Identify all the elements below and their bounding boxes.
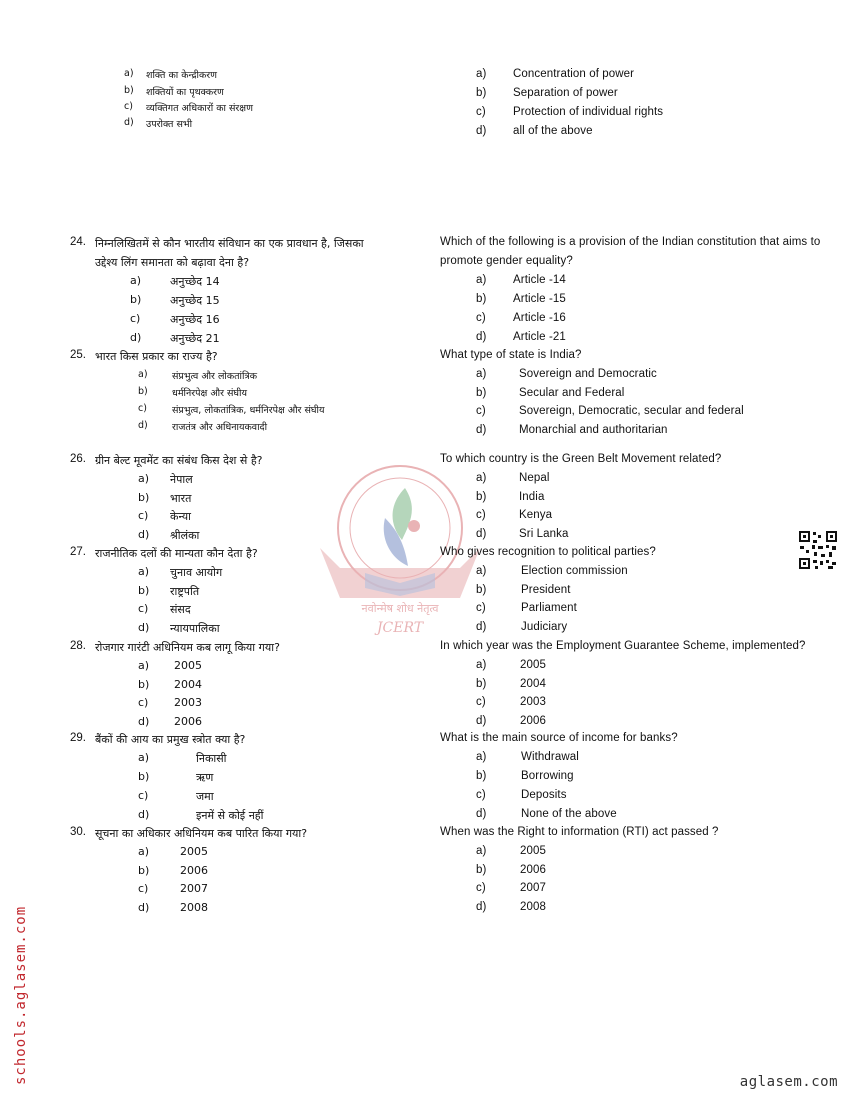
question-text-hindi: सूचना का अधिकार अधिनियम कब पारित किया गया?	[95, 827, 308, 840]
option-text-english: India	[519, 490, 545, 503]
question-text-hindi: भारत किस प्रकार का राज्य है?	[95, 350, 218, 363]
option-text-hindi: 2006	[180, 863, 208, 877]
option-label: a)	[138, 369, 148, 380]
option-label: d)	[138, 620, 150, 634]
option-text-english: 2004	[520, 677, 546, 690]
option-label: c)	[138, 509, 149, 522]
option-text-hindi: धर्मनिरपेक्ष और संघीय	[172, 388, 248, 399]
watermark-head	[408, 520, 420, 532]
question-text-english: In which year was the Employment Guarantee Scheme, implemented?	[440, 640, 806, 652]
option-label: a)	[130, 274, 142, 287]
question-text-english: Which of the following is a provision of the Indian constitution that aims to	[440, 236, 821, 248]
option-text-hindi: भारत	[170, 491, 192, 505]
option-text-hindi: न्यायपालिका	[170, 621, 220, 635]
option-label: d)	[476, 331, 487, 343]
option-label: b)	[130, 293, 142, 306]
question-text-hindi-line2: उद्देश्य लिंग समानता को बढ़ावा देना है?	[95, 256, 250, 269]
option-label: c)	[476, 696, 486, 708]
option-text-hindi: राजतंत्र और अधिनायकवादी	[172, 422, 268, 433]
option-text-hindi: चुनाव आयोग	[170, 566, 223, 579]
question-number: 24.	[70, 236, 86, 248]
option-text-english: Borrowing	[521, 770, 574, 782]
option-text-english: 2006	[520, 714, 546, 727]
question-number: 28.	[70, 640, 86, 652]
option-text-hindi: 2005	[180, 845, 208, 858]
option-text-hindi: संप्रभुत्व, लोकतांत्रिक, धर्मनिरपेक्ष और संघीय	[172, 405, 325, 416]
option-text: व्यक्तिगत अधिकारों का संरक्षण	[146, 103, 253, 114]
question-number: 25.	[70, 349, 86, 361]
option-text-english: 2005	[520, 659, 546, 671]
option-label: d)	[476, 714, 487, 727]
option-text-english: 2007	[520, 882, 546, 894]
option-label: a)	[476, 368, 487, 380]
option-text-english: Monarchial and authoritarian	[519, 423, 668, 436]
option-text-english: President	[521, 583, 571, 596]
option-label: b)	[476, 770, 487, 782]
question-number: 30.	[70, 826, 86, 838]
option-text-hindi: ऋण	[196, 771, 214, 784]
question-text-english-line2: promote gender equality?	[440, 255, 573, 267]
question-text-english: When was the Right to information (RTI) act passed ?	[440, 826, 719, 838]
option-text-english: Nepal	[519, 472, 550, 484]
option-label: b)	[138, 583, 150, 597]
option-label: a)	[476, 751, 487, 763]
option-label: d)	[138, 808, 150, 821]
option-text-english: 2006	[520, 863, 546, 876]
question-text-english: Who gives recognition to political parties?	[440, 546, 656, 558]
option-label: d)	[138, 527, 150, 541]
option-label: a)	[138, 472, 150, 485]
option-label: a)	[138, 845, 150, 858]
option-text-english: Article -16	[513, 312, 566, 324]
option-label: c)	[476, 509, 486, 521]
option-label: a)	[124, 68, 134, 79]
option-label: b)	[138, 490, 150, 504]
option-label: d)	[124, 117, 134, 128]
option-text: शक्ति का केन्द्रीकरण	[146, 70, 218, 81]
option-label: b)	[476, 863, 487, 876]
option-text-hindi: श्रीलंका	[170, 528, 200, 542]
option-text: all of the above	[513, 125, 593, 137]
option-label: c)	[476, 106, 486, 118]
option-label: a)	[138, 565, 150, 578]
option-label: c)	[138, 696, 149, 709]
option-label: a)	[476, 68, 487, 80]
option-text-english: None of the above	[521, 808, 617, 820]
question-number: 26.	[70, 453, 86, 465]
option-text-hindi: अनुच्छेद 16	[170, 313, 220, 326]
footer-site: aglasem.com	[739, 1074, 838, 1090]
option-label: b)	[476, 293, 487, 305]
option-label: c)	[124, 101, 133, 112]
option-text-english: 2005	[520, 845, 546, 857]
option-label: a)	[476, 845, 487, 857]
option-text-hindi: अनुच्छेद 15	[170, 294, 220, 307]
option-label: d)	[476, 620, 487, 633]
option-text-hindi: राष्ट्रपति	[170, 584, 200, 598]
option-label: d)	[130, 331, 142, 344]
question-number: 27.	[70, 546, 86, 558]
option-text-hindi: निकासी	[196, 752, 227, 765]
option-text-english: 2008	[520, 900, 546, 913]
option-text-hindi: जमा	[196, 790, 214, 803]
option-text-english: 2003	[520, 696, 546, 708]
option-label: d)	[476, 125, 487, 137]
option-text-hindi: 2005	[174, 659, 202, 672]
option-text-english: Judiciary	[521, 620, 568, 633]
option-text-english: Parliament	[521, 602, 577, 614]
option-label: c)	[476, 882, 486, 894]
question-text-english: What type of state is India?	[440, 349, 582, 361]
option-label: d)	[138, 714, 150, 728]
option-label: b)	[138, 863, 150, 877]
option-text-english: Secular and Federal	[519, 386, 625, 399]
option-text: शक्तियों का पृथक्करण	[146, 87, 224, 98]
option-label: d)	[476, 900, 487, 913]
option-label: c)	[138, 403, 147, 414]
option-label: b)	[138, 386, 148, 397]
option-label: b)	[476, 386, 487, 399]
option-text-english: Article -14	[513, 274, 566, 286]
option-label: a)	[476, 659, 487, 671]
question-text-hindi: रोजगार गारंटी अधिनियम कब लागू किया गया?	[95, 641, 280, 654]
option-text-hindi: 2003	[174, 696, 202, 709]
option-text-hindi: 2008	[180, 900, 208, 914]
option-label: a)	[138, 659, 150, 672]
option-label: a)	[138, 751, 150, 764]
option-label: d)	[476, 423, 487, 436]
question-number: 29.	[70, 732, 86, 744]
question-text-english: To which country is the Green Belt Movement related?	[440, 453, 722, 465]
option-label: c)	[138, 882, 149, 895]
option-label: b)	[476, 677, 487, 690]
option-label: b)	[476, 490, 487, 503]
option-text-english: Article -21	[513, 331, 566, 343]
option-text: Concentration of power	[513, 68, 635, 80]
question-text-hindi: ग्रीन बेल्ट मूवमेंट का संबंध किस देश से है?	[95, 454, 263, 467]
option-text-hindi: संप्रभुत्व और लोकतांत्रिक	[172, 371, 258, 382]
watermark-name: JCERT	[376, 620, 424, 636]
option-text-hindi: 2007	[180, 882, 208, 895]
option-label: d)	[138, 420, 148, 431]
option-label: c)	[476, 602, 486, 614]
option-text: Separation of power	[513, 87, 618, 99]
question-text-hindi: निम्नलिखितमें से कौन भारतीय संविधान का एक प्रावधान है, जिसका	[95, 237, 364, 250]
option-text-english: Article -15	[513, 293, 566, 305]
option-label: c)	[476, 405, 486, 417]
option-text-english: Kenya	[519, 509, 553, 521]
option-text-english: Election commission	[521, 565, 628, 577]
option-text-hindi: अनुच्छेद 14	[170, 275, 220, 288]
option-label: a)	[476, 274, 487, 286]
option-label: c)	[138, 602, 149, 615]
option-label: d)	[476, 527, 487, 540]
watermark-motto: नवोन्मेष शोध नेतृत्व	[361, 602, 439, 615]
option-label: c)	[130, 312, 141, 325]
question-text-hindi: राजनीतिक दलों की मान्यता कौन देता है?	[95, 547, 258, 560]
qr-code-icon	[798, 530, 838, 570]
question-text-hindi: बैंकों की आय का प्रमुख स्त्रोत क्या है?	[95, 733, 246, 746]
option-text-english: Withdrawal	[521, 751, 579, 763]
option-label: d)	[476, 808, 487, 820]
option-text-hindi: संसद	[170, 603, 191, 616]
option-label: a)	[476, 565, 487, 577]
option-text-hindi: 2004	[174, 677, 202, 691]
option-label: a)	[476, 472, 487, 484]
option-text-hindi: नेपाल	[170, 473, 193, 486]
option-label: b)	[476, 583, 487, 596]
option-label: c)	[476, 312, 486, 324]
option-text-hindi: अनुच्छेद 21	[170, 332, 220, 345]
option-label: b)	[476, 87, 487, 99]
option-text-english: Deposits	[521, 789, 567, 801]
option-label: d)	[138, 900, 150, 914]
option-label: b)	[138, 770, 150, 783]
option-text-english: Sovereign and Democratic	[519, 368, 657, 380]
option-text: Protection of individual rights	[513, 106, 664, 118]
question-text-english: What is the main source of income for banks?	[440, 732, 678, 744]
option-text-hindi: इनमें से कोई नहीं	[196, 809, 264, 822]
option-text-english: Sovereign, Democratic, secular and federal	[519, 405, 744, 417]
jcert-watermark-logo	[310, 448, 490, 638]
side-watermark: schools.aglasem.com	[13, 905, 29, 1085]
option-label: c)	[476, 789, 486, 801]
option-text: उपरोक्त सभी	[146, 119, 193, 130]
option-label: b)	[124, 85, 134, 96]
option-label: c)	[138, 789, 149, 802]
option-text-hindi: केन्या	[170, 510, 191, 523]
option-label: b)	[138, 677, 150, 691]
option-text-hindi: 2006	[174, 714, 202, 728]
option-text-english: Sri Lanka	[519, 527, 569, 540]
